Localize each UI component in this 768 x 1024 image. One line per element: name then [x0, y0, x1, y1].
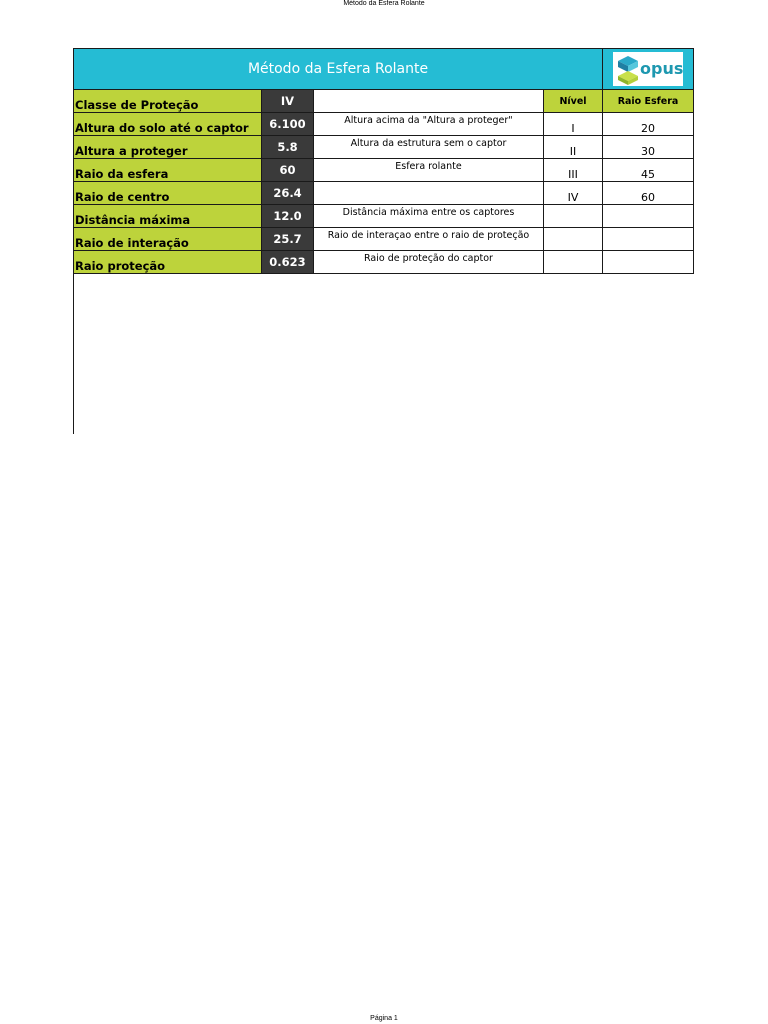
param-label: Raio proteção [74, 251, 262, 274]
param-label: Altura a proteger [74, 136, 262, 159]
param-description: Distância máxima entre os captores [314, 205, 544, 228]
logo-text: opus [640, 59, 684, 78]
logo-cell [603, 49, 694, 90]
level-cell [544, 251, 603, 274]
radius-cell: 20 [603, 113, 694, 136]
param-value: IV [262, 90, 314, 113]
level-cell [544, 205, 603, 228]
param-description [314, 182, 544, 205]
table-row [74, 251, 694, 274]
radius-cell: 45 [603, 159, 694, 182]
param-label: Raio de interação [74, 228, 262, 251]
param-description: Altura da estrutura sem o captor [314, 136, 544, 159]
param-description: Raio de interaçao entre o raio de proteção [314, 228, 544, 251]
param-value: 6.100 [262, 113, 314, 136]
sheet-title: Método da Esfera Rolante [74, 49, 603, 90]
table-row [74, 205, 694, 228]
calculation-table [73, 48, 694, 274]
param-label: Raio de centro [74, 182, 262, 205]
radius-header: Raio Esfera [603, 90, 694, 113]
param-value: 12.0 [262, 205, 314, 228]
param-value: 0.623 [262, 251, 314, 274]
page-footer: Página 1 [370, 1015, 398, 1022]
table-row [74, 136, 694, 159]
table-row [74, 159, 694, 182]
radius-cell [603, 205, 694, 228]
param-description [314, 90, 544, 113]
calculation-sheet [73, 48, 693, 274]
param-description: Esfera rolante [314, 159, 544, 182]
param-label: Distância máxima [74, 205, 262, 228]
table-row [74, 113, 694, 136]
param-description: Raio de proteção do captor [314, 251, 544, 274]
table-row [74, 90, 694, 113]
radius-cell: 60 [603, 182, 694, 205]
param-label: Classe de Proteção [74, 90, 262, 113]
param-value: 60 [262, 159, 314, 182]
param-description: Altura acima da "Altura a proteger" [314, 113, 544, 136]
level-header: Nível [544, 90, 603, 113]
param-value: 25.7 [262, 228, 314, 251]
level-cell: I [544, 113, 603, 136]
opus-logo [613, 52, 683, 86]
level-cell: II [544, 136, 603, 159]
table-row [74, 228, 694, 251]
page-header: Método da Esfera Rolante [343, 0, 425, 7]
opus-cube-icon [616, 55, 640, 85]
param-label: Altura do solo até o captor [74, 113, 262, 136]
radius-cell [603, 228, 694, 251]
param-value: 5.8 [262, 136, 314, 159]
title-row [74, 49, 694, 90]
sheet-left-border [73, 264, 74, 434]
level-cell [544, 228, 603, 251]
param-value: 26.4 [262, 182, 314, 205]
level-cell: IV [544, 182, 603, 205]
param-label: Raio da esfera [74, 159, 262, 182]
table-row [74, 182, 694, 205]
radius-cell: 30 [603, 136, 694, 159]
level-cell: III [544, 159, 603, 182]
radius-cell [603, 251, 694, 274]
